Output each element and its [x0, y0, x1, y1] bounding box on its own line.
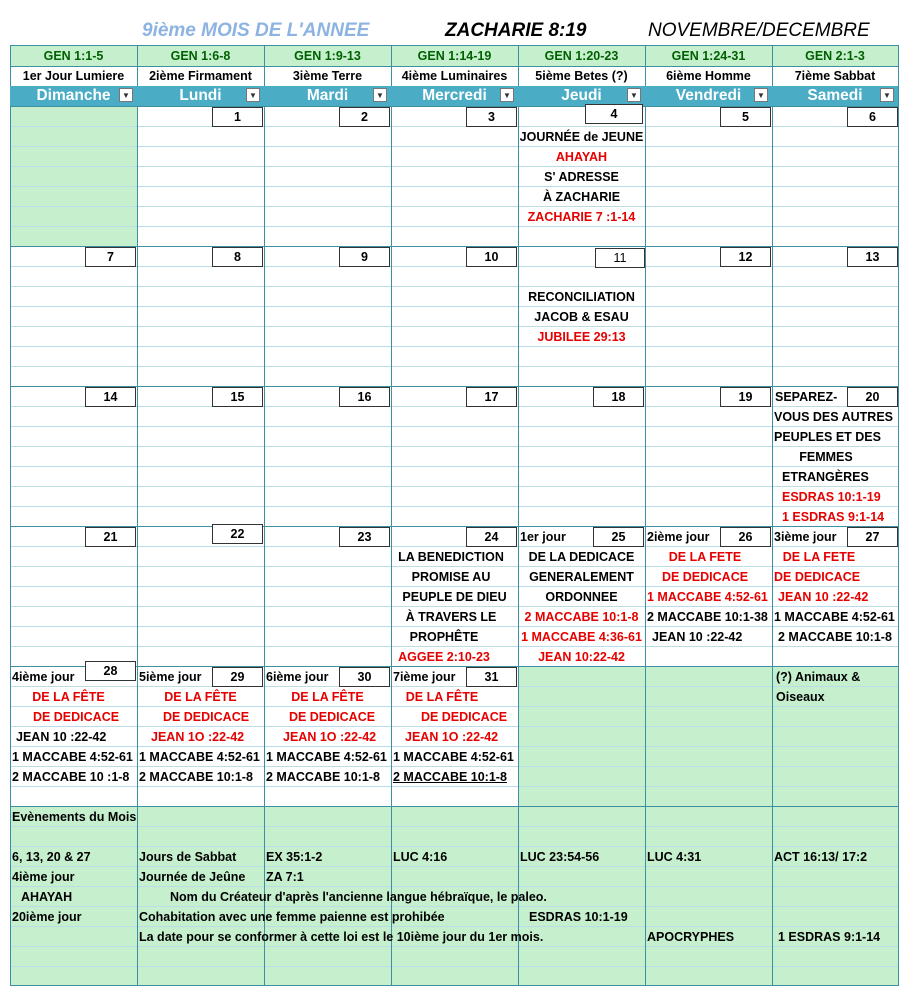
day-number[interactable]: 15	[212, 387, 263, 407]
genesis-ref-mardi[interactable]: GEN 1:9-13	[294, 49, 361, 63]
event-text[interactable]: LA BENEDICTION	[398, 550, 504, 564]
event-reference[interactable]: EX 35:1-2	[266, 850, 323, 864]
event-reference[interactable]: JEAN 10 :22-42	[16, 730, 107, 744]
event-reference[interactable]: 1 ESDRAS 9:1-14	[778, 930, 881, 944]
event-reference[interactable]: 1 MACCABE 4:52-61	[647, 590, 768, 604]
event-reference[interactable]: ESDRAS 10:1-19	[782, 490, 881, 504]
event-reference[interactable]: 2 MACCABE 10:1-8	[139, 770, 253, 784]
dropdown-arrow-icon[interactable]: ▼	[373, 88, 387, 102]
dropdown-arrow-icon[interactable]: ▼	[754, 88, 768, 102]
event-reference[interactable]: JEAN 1O :22-42	[151, 730, 245, 744]
column-border	[898, 45, 899, 986]
period-label: NOVEMBRE/DECEMBRE	[648, 20, 870, 41]
day-number[interactable]: 23	[339, 527, 390, 547]
event-text[interactable]: JOURNÉE de JEUNE	[519, 130, 644, 144]
section-border	[10, 985, 899, 986]
event-text[interactable]: AHAYAH	[555, 150, 608, 164]
day-number[interactable]: 25	[593, 527, 644, 547]
event-text[interactable]: S' ADRESSE	[544, 170, 619, 184]
event-text[interactable]: À TRAVERS LE	[405, 610, 497, 624]
event-text[interactable]: DE LA FETE	[668, 550, 742, 564]
fete-day-label[interactable]: 1er jour	[520, 530, 566, 544]
row-gridline	[10, 966, 898, 967]
fete-day-label[interactable]: 5ième jour	[139, 670, 202, 684]
day-number[interactable]: 9	[339, 247, 390, 267]
creation-day-1[interactable]: 1er Jour Lumiere	[22, 69, 125, 83]
row-gridline	[10, 506, 898, 507]
row-gridline	[10, 306, 898, 307]
row-gridline	[10, 466, 898, 467]
genesis-ref-lundi[interactable]: GEN 1:6-8	[170, 49, 231, 63]
event-text[interactable]: DE LA FÊTE	[405, 690, 479, 704]
event-text[interactable]: DE LA FÊTE	[164, 690, 237, 704]
day-number[interactable]: 31	[466, 667, 517, 687]
event-text[interactable]: (?) Animaux &	[776, 670, 861, 684]
event-text[interactable]: DE LA DEDICACE	[528, 550, 635, 564]
row-gridline	[10, 226, 898, 227]
day-number[interactable]: 13	[847, 247, 898, 267]
day-number[interactable]: 7	[85, 247, 136, 267]
event-reference[interactable]: ACT 16:13/ 17:2	[774, 850, 868, 864]
row-gridline	[10, 446, 898, 447]
row-gridline	[10, 346, 898, 347]
day-number[interactable]: 19	[720, 387, 771, 407]
dropdown-arrow-icon[interactable]: ▼	[880, 88, 894, 102]
event-reference[interactable]: 1 MACCABE 4:52-61	[266, 750, 387, 764]
day-number[interactable]: 22	[212, 524, 263, 544]
fete-day-label[interactable]: 3ième jour	[774, 530, 837, 544]
day-number[interactable]: 16	[339, 387, 390, 407]
fete-day-label[interactable]: 2ième jour	[647, 530, 710, 544]
event-text[interactable]: DE DEDICACE	[288, 710, 376, 724]
event-text[interactable]: Oiseaux	[776, 690, 825, 704]
event-reference[interactable]: 1 ESDRAS 9:1-14	[782, 510, 885, 524]
day-number[interactable]: 29	[212, 667, 263, 687]
day-number[interactable]: 1	[212, 107, 263, 127]
day-number[interactable]: 21	[85, 527, 136, 547]
event-reference[interactable]: LUC 4:16	[393, 850, 448, 864]
row-gridline	[10, 186, 898, 187]
row-gridline	[10, 486, 898, 487]
event-text[interactable]: DE LA FETE	[782, 550, 856, 564]
genesis-ref-mercredi[interactable]: GEN 1:14-19	[417, 49, 492, 63]
event-reference[interactable]: AGGEE 2:10-23	[398, 650, 490, 664]
event-reference[interactable]: 1 MACCABE 4:52-61	[774, 610, 895, 624]
row-gridline	[10, 326, 898, 327]
day-number[interactable]: 2	[339, 107, 390, 127]
day-number[interactable]: 12	[720, 247, 771, 267]
day-number[interactable]: 8	[212, 247, 263, 267]
event-reference[interactable]: 1 MACCABE 4:52-61	[393, 750, 514, 764]
column-border	[391, 45, 392, 986]
event-text[interactable]: VOUS DES AUTRES	[774, 410, 894, 424]
day-number[interactable]: 24	[466, 527, 517, 547]
day-number[interactable]: 5	[720, 107, 771, 127]
event-reference[interactable]: JEAN 10 :22-42	[652, 630, 743, 644]
day-number[interactable]: 30	[339, 667, 390, 687]
event-text[interactable]: GENERALEMENT	[529, 570, 634, 584]
event-date[interactable]: 20ième jour	[12, 910, 82, 924]
creation-day-5[interactable]: 5ième Betes (?)	[535, 69, 628, 83]
column-border	[10, 45, 11, 986]
event-text[interactable]: RECONCILIATION	[528, 290, 635, 304]
day-number[interactable]: 10	[466, 247, 517, 267]
column-border	[645, 45, 646, 986]
creation-day-4[interactable]: 4ième Luminaires	[401, 69, 508, 83]
event-text[interactable]: DE DEDICACE	[420, 710, 508, 724]
row-gridline	[10, 146, 898, 147]
event-text[interactable]: DE DEDICACE	[661, 570, 749, 584]
event-text[interactable]: JACOB & ESAU	[534, 310, 629, 324]
event-text[interactable]: PROMISE AU	[411, 570, 491, 584]
column-border	[772, 45, 773, 986]
row-gridline	[10, 206, 898, 207]
fete-day-label[interactable]: 7ième jour	[393, 670, 456, 684]
day-number[interactable]: 11	[595, 248, 645, 268]
event-description[interactable]: Nom du Créateur d'après l'ancienne langue hébraïque, le paleo.	[170, 890, 547, 904]
event-reference[interactable]: JEAN 1O :22-42	[283, 730, 377, 744]
day-number[interactable]: 14	[85, 387, 136, 407]
event-description[interactable]: Jours de Sabbat	[139, 850, 237, 864]
row-gridline	[10, 166, 898, 167]
weekday-header-dimanche[interactable]: Dimanche ▼	[10, 86, 137, 106]
creation-day-7[interactable]: 7ième Sabbat	[794, 69, 876, 83]
event-text[interactable]: DE DEDICACE	[32, 710, 120, 724]
event-reference[interactable]: 1 MACCABE 4:36-61	[521, 630, 642, 644]
events-title[interactable]: Evènements du Mois	[12, 810, 137, 824]
genesis-ref-dimanche[interactable]: GEN 1:1-5	[43, 49, 104, 63]
event-reference[interactable]: 2 MACCABE 10:1-38	[647, 610, 768, 624]
event-reference[interactable]: LUC 23:54-56	[520, 850, 600, 864]
column-border	[137, 45, 138, 986]
weekday-header-samedi[interactable]: Samedi ▼	[772, 86, 898, 106]
scripture-reference: ZACHARIE 8:19	[445, 20, 587, 41]
day-number[interactable]: 17	[466, 387, 517, 407]
event-reference[interactable]: JEAN 1O :22-42	[405, 730, 499, 744]
event-text[interactable]: SEPAREZ-	[775, 390, 838, 404]
event-text[interactable]: FEMMES	[799, 450, 853, 464]
weekday-header-lundi[interactable]: Lundi ▼	[137, 86, 264, 106]
event-reference[interactable]: JUBILEE 29:13	[537, 330, 626, 344]
fete-day-label[interactable]: 4ième jour	[12, 670, 75, 684]
event-reference[interactable]: ZA 7:1	[266, 870, 304, 884]
column-border	[264, 45, 265, 986]
event-reference[interactable]: 2 MACCABE 10 :1-8	[12, 770, 130, 784]
genesis-ref-vendredi[interactable]: GEN 1:24-31	[671, 49, 746, 63]
event-reference[interactable]: 2 MACCABE 10:1-8	[778, 630, 892, 644]
creation-day-2[interactable]: 2ième Firmament	[149, 69, 252, 83]
row-gridline	[10, 286, 898, 287]
event-reference[interactable]: 2 MACCABE 10:1-8	[524, 610, 639, 624]
event-date[interactable]: AHAYAH	[21, 890, 73, 904]
creation-day-6[interactable]: 6ième Homme	[666, 69, 751, 83]
event-text[interactable]: DE LA FÊTE	[32, 690, 105, 704]
event-text[interactable]: PROPHÊTE	[409, 630, 479, 644]
event-reference[interactable]: JEAN 10:22-42	[538, 650, 625, 664]
dropdown-arrow-icon[interactable]: ▼	[500, 88, 514, 102]
day-number[interactable]: 3	[466, 107, 517, 127]
month-title: 9ième MOIS DE L'ANNEE	[142, 20, 370, 41]
genesis-ref-samedi[interactable]: GEN 2:1-3	[805, 49, 865, 63]
event-reference[interactable]: 1 MACCABE 4:52-61	[12, 750, 133, 764]
day-number[interactable]: 27	[847, 527, 898, 547]
event-label[interactable]: APOCRYPHES	[647, 930, 735, 944]
event-reference[interactable]: 1 MACCABE 4:52-61	[139, 750, 260, 764]
weekday-header-vendredi[interactable]: Vendredi ▼	[645, 86, 772, 106]
event-text[interactable]: PEUPLES ET DES	[774, 430, 881, 444]
creation-day-3[interactable]: 3ième Terre	[292, 69, 363, 83]
event-text[interactable]: DE LA FÊTE	[291, 690, 364, 704]
event-reference[interactable]: LUC 4:31	[647, 850, 702, 864]
day-number[interactable]: 4	[585, 104, 643, 124]
dropdown-arrow-icon[interactable]: ▼	[246, 88, 260, 102]
day-number[interactable]: 6	[847, 107, 898, 127]
day-number[interactable]: 28	[85, 661, 136, 681]
event-text[interactable]: À ZACHARIE	[542, 190, 621, 204]
fete-day-label[interactable]: 6ième jour	[266, 670, 329, 684]
event-text[interactable]: PEUPLE DE DIEU	[402, 590, 507, 604]
weekday-header-jeudi[interactable]: Jeudi ▼	[518, 86, 645, 106]
event-reference[interactable]: ESDRAS 10:1-19	[529, 910, 628, 924]
event-text[interactable]: ETRANGÈRES	[782, 470, 869, 484]
day-number[interactable]: 20	[847, 387, 898, 407]
weekday-header-mercredi[interactable]: Mercredi ▼	[391, 86, 518, 106]
genesis-ref-jeudi[interactable]: GEN 1:20-23	[544, 49, 619, 63]
event-reference[interactable]: 2 MACCABE 10:1-8	[266, 770, 380, 784]
event-text[interactable]: DE DEDICACE	[162, 710, 250, 724]
dropdown-arrow-icon[interactable]: ▼	[627, 88, 641, 102]
event-date[interactable]: 4ième jour	[12, 870, 75, 884]
event-date[interactable]: 6, 13, 20 & 27	[12, 850, 91, 864]
dropdown-arrow-icon[interactable]: ▼	[119, 88, 133, 102]
row-gridline	[10, 366, 898, 367]
day-number[interactable]: 26	[720, 527, 771, 547]
day-number[interactable]: 18	[593, 387, 644, 407]
event-reference[interactable]: ZACHARIE 7 :1-14	[527, 210, 636, 224]
weekday-header-mardi[interactable]: Mardi ▼	[264, 86, 391, 106]
event-description[interactable]: La date pour se conformer à cette loi est le 10ième jour du 1er mois.	[139, 930, 544, 944]
sheet-header	[0, 0, 908, 45]
row-gridline	[10, 426, 898, 427]
event-text[interactable]: DE DEDICACE	[774, 570, 861, 584]
event-text[interactable]: ORDONNEE	[545, 590, 618, 604]
event-reference[interactable]: 2 MACCABE 10:1-8	[393, 770, 507, 784]
event-description[interactable]: Journée de Jeûne	[139, 870, 246, 884]
event-description[interactable]: Cohabitation avec une femme paienne est prohibée	[139, 910, 445, 924]
event-reference[interactable]: JEAN 10 :22-42	[778, 590, 869, 604]
dimanche-week1-fill	[10, 106, 137, 246]
